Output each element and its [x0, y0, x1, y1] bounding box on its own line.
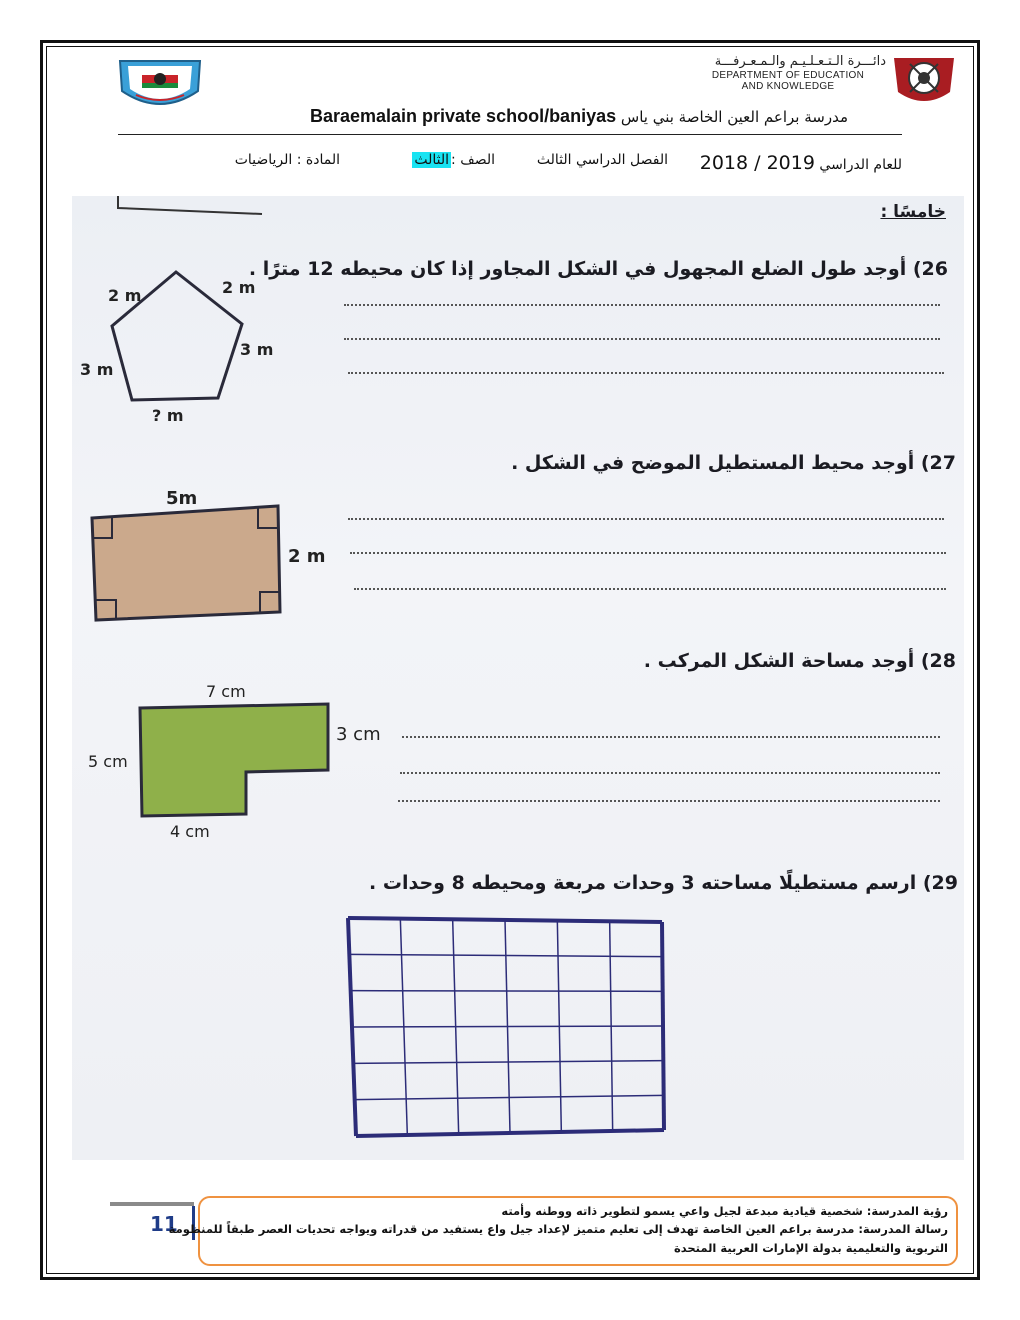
school-name-english: Baraemalain private school/baniyas	[309, 106, 617, 126]
composite-shape	[140, 704, 328, 816]
year-label: للعام الدراسي	[819, 157, 902, 173]
rectangle-label-top: 5m	[166, 488, 198, 509]
answer-line	[350, 552, 946, 554]
grade-value: الثالث	[414, 152, 450, 168]
pentagon-label-left: 3 m	[80, 360, 114, 379]
answer-line	[400, 772, 940, 774]
answer-line	[398, 800, 940, 802]
rectangle-figure	[86, 500, 286, 626]
pentagon-label-right: 3 m	[240, 340, 274, 359]
pentagon-label-bottom: ? m	[152, 406, 184, 425]
section-heading: خامسًا :	[880, 202, 946, 222]
question-27: 27) أوجد محيط المستطيل الموضح في الشكل .	[511, 452, 956, 474]
school-mission-continued: التربوية والتعليمية بدولة الإمارات العربية المتحدة	[673, 1241, 948, 1255]
department-name-line2: AND KNOWLEDGE	[741, 81, 835, 92]
composite-label-top: 7 cm	[206, 682, 246, 701]
answer-line	[344, 338, 940, 340]
subject: المادة : الرياضيات	[234, 152, 340, 168]
department-name-arabic: دائـــرة الـتـعـلـيـم والـمـعـرفـــة	[714, 54, 886, 69]
composite-label-right: 3 cm	[336, 724, 381, 745]
grade	[395, 152, 495, 168]
answer-line	[348, 372, 944, 374]
footer-accent-bar	[110, 1202, 194, 1206]
drawing-grid	[342, 914, 672, 1144]
footer-vision-mission-box	[168, 1196, 958, 1266]
department-name-english	[690, 70, 886, 92]
year-value: 2019 / 2018	[699, 152, 815, 174]
composite-label-left: 5 cm	[88, 752, 128, 771]
pentagon-label-top-left: 2 m	[108, 286, 142, 305]
composite-figure	[132, 696, 342, 822]
term: الفصل الدراسي الثالث	[536, 152, 668, 168]
school-name-arabic: مدرسة براعم العين الخاصة بني ياس	[620, 108, 848, 126]
department-emblem	[888, 52, 960, 110]
question-26: 26) أوجد طول الضلع المجهول في الشكل المجاور إذا كان محيطه 12 مترًا .	[248, 258, 948, 280]
school-name	[180, 106, 848, 127]
school-mission: رسالة المدرسة: مدرسة براعم العين الخاصة تهدف إلى تعليم متميز لإعداد جيل واع يستفيد من قدراته ويواجه تحديات العصر طبقاً للمنظومة	[168, 1222, 948, 1236]
pentagon-label-top-right: 2 m	[222, 278, 256, 297]
answer-line	[348, 518, 944, 520]
worksheet-photo	[72, 196, 964, 1160]
grade-label: الصف :	[451, 152, 495, 168]
grid-line-horizontal	[352, 1026, 663, 1027]
answer-line	[344, 304, 940, 306]
answer-line	[402, 736, 940, 738]
answer-line	[354, 588, 946, 590]
department-name-line1: DEPARTMENT OF EDUCATION	[711, 70, 865, 81]
composite-label-bottom: 4 cm	[170, 822, 210, 841]
question-29: 29) ارسم مستطيلًا مساحته 3 وحدات مربعة ومحيطه 8 وحدات .	[369, 872, 958, 894]
previous-box-edge	[112, 196, 272, 218]
question-28: 28) أوجد مساحة الشكل المركب .	[643, 650, 956, 672]
academic-year	[672, 152, 902, 174]
rectangle-shape	[92, 506, 280, 620]
page-number: 11	[150, 1212, 178, 1236]
school-vision: رؤية المدرسة: شخصية قيادية مبدعة لجيل واعي يسمو لتطوير ذاته ووطنه وأمته	[501, 1204, 948, 1218]
rectangle-label-side: 2 m	[288, 546, 326, 567]
header-divider	[118, 134, 902, 135]
grid-line-vertical	[662, 922, 664, 1130]
